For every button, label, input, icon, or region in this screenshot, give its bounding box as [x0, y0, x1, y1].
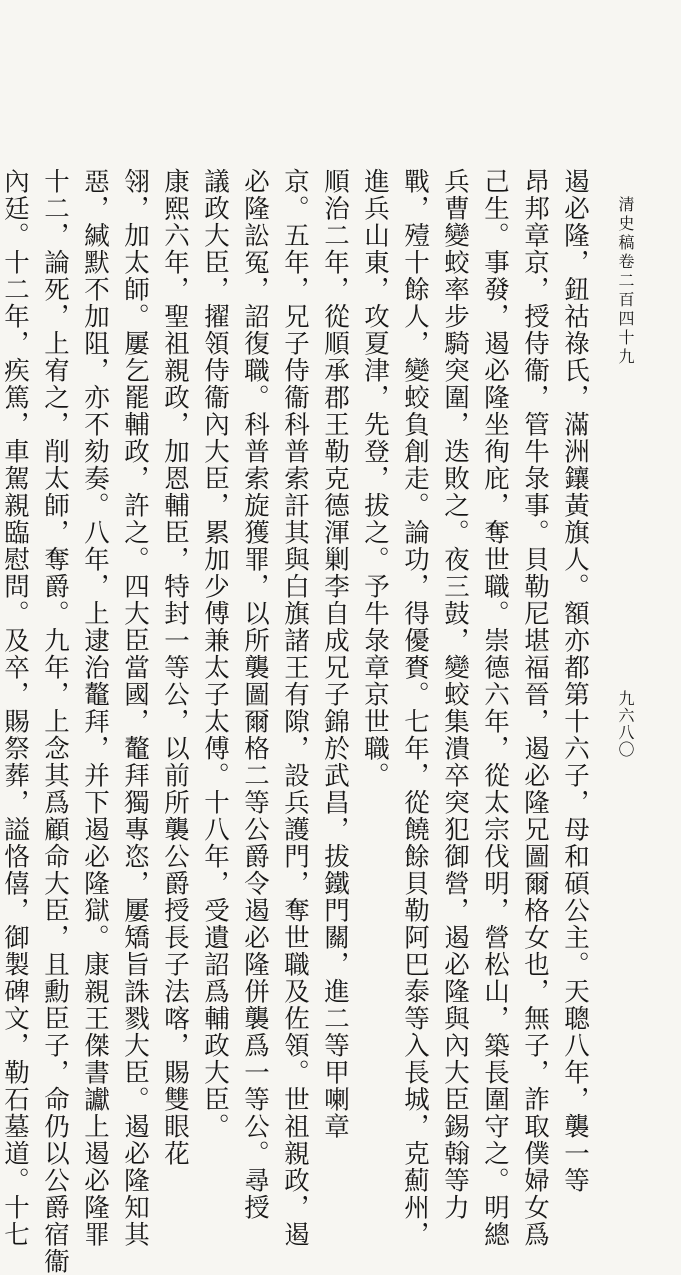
text-column-9: 必隆訟冤，詔復職。科普索旋獲罪，以所襲圖爾格二等公爵令遏必隆併襲爲一等公。尋授: [240, 168, 270, 1221]
running-title: 清史稿卷二百四十九: [616, 196, 635, 367]
text-column-15: 內廷。十二年，疾篤，車駕親臨慰問。及卒，賜祭葬，謚恪僖，御製碑文，勒石墓道。十七: [0, 168, 30, 1248]
text-column-12: 翎，加太師。屢乞罷輔政，許之。四大臣當國，鼇拜獨專恣，屢矯旨誅戮大臣。遏必隆知其: [120, 168, 150, 1248]
text-column-14: 十二，論死，上宥之，削太師，奪爵。九年，上念其爲顧命大臣，且勳臣子，命仍以公爵宿衞: [40, 168, 70, 1275]
text-column-13: 惡，緘默不加阻，亦不劾奏。八年，上逮治鼇拜，并下遏必隆獄。康親王傑書讞上遏必隆罪: [80, 168, 110, 1248]
text-column-8: 京。五年，兄子侍衞科普索訐其與白旗諸王有隙，設兵護門，奪世職及佐領。世祖親政，遏: [280, 168, 310, 1248]
text-column-1: 遏必隆，鈕祜祿氏，滿洲鑲黃旗人。額亦都第十六子，母和碩公主。天聰八年，襲一等: [560, 168, 590, 1194]
page-number: 九六八〇: [616, 690, 635, 758]
text-column-11: 康熙六年，聖祖親政，加恩輔臣，特封一等公，以前所襲公爵授長子法喀，賜雙眼花: [160, 168, 190, 1167]
text-column-10: 議政大臣，擢領侍衞內大臣，累加少傅兼太子太傅。十八年，受遺詔爲輔政大臣。: [200, 168, 230, 1140]
main-text: [0, 168, 595, 1275]
text-column-2: 昂邦章京，授侍衞，管牛彔事。貝勒尼堪福晉，遏必隆兄圖爾格女也，無子，詐取僕婦女爲: [520, 168, 550, 1248]
text-column-7: 順治二年，從順承郡王勒克德渾剿李自成兄子錦於武昌，拔鐵門關，進二等甲喇章: [320, 168, 350, 1140]
text-column-5: 戰，殪十餘人，變蛟負創走。論功，得優賚。七年，從饒餘貝勒阿巴泰等入長城，克薊州，: [400, 168, 430, 1248]
text-column-4: 兵曹變蛟率步騎突圍，迭敗之。夜三鼓，變蛟集潰卒突犯御營，遏必隆與內大臣錫翰等力: [440, 168, 470, 1221]
text-column-3: 己生。事發，遏必隆坐徇庇，奪世職。崇德六年，從太宗伐明，營松山，築長圍守之。明總: [480, 168, 510, 1248]
text-column-6: 進兵山東，攻夏津，先登，拔之。予牛彔章京世職。: [360, 168, 390, 789]
